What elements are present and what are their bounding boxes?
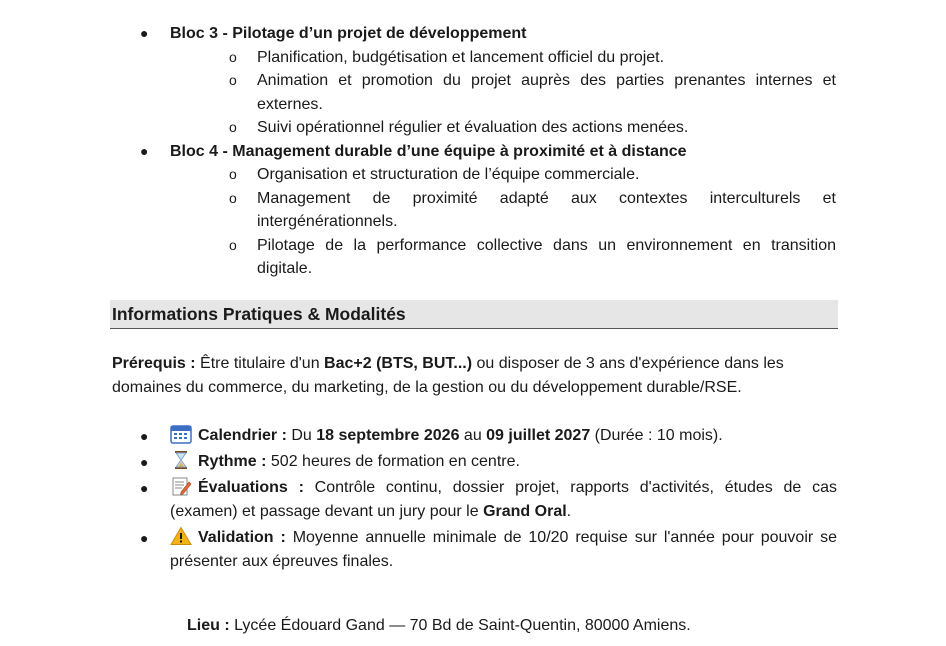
rythme-label: Rythme : — [198, 453, 267, 470]
bullet-icon: ● — [140, 454, 149, 470]
circle-bullet-icon: o — [229, 48, 237, 65]
location-label: Lieu : — [187, 617, 230, 634]
bullet-icon: ● — [140, 25, 149, 41]
memo-icon — [170, 476, 192, 496]
list-item — [227, 46, 840, 70]
list-item — [227, 234, 840, 281]
list-item — [227, 187, 840, 234]
bullet-icon: ● — [140, 530, 149, 546]
info-list — [140, 424, 837, 576]
list-item — [227, 116, 840, 140]
bloc-sublist — [170, 46, 840, 140]
prereq-text: Être titulaire d'un — [195, 355, 325, 372]
prereq-text-end: ou disposer de 3 ans d'expérience dans les domaines du commerce, du marketing, de la gestion ou du développement durable/RSE. — [112, 355, 784, 396]
bloc-4 — [140, 140, 840, 281]
list-item-text: Animation et promotion du projet auprès des parties prenantes internes et externes. — [257, 72, 836, 113]
circle-bullet-icon: o — [229, 166, 237, 182]
warning-icon — [170, 526, 192, 546]
grand-oral: Grand Oral — [483, 503, 567, 520]
bloc-3 — [140, 22, 840, 140]
location-text: Lycée Édouard Gand — 70 Bd de Saint-Quentin, 80000 Amiens. — [229, 617, 691, 634]
bloc-list — [140, 22, 840, 281]
bullet-icon: ● — [140, 480, 149, 496]
info-item-rythme — [140, 450, 837, 474]
bloc-title: Bloc 4 - Management durable d’une équipe à proximité et à distance — [170, 142, 687, 160]
list-item — [227, 69, 840, 116]
list-item-text: Pilotage de la performance collective dans un environnement en transition digitale. — [257, 236, 836, 277]
list-item-text: Management de proximité adapté aux contextes interculturels et intergénérationnels. — [257, 189, 836, 230]
prereq-diploma: Bac+2 (BTS, BUT...) — [324, 355, 473, 372]
list-item-text: Suivi opérationnel régulier et évaluation des actions menées. — [257, 119, 689, 136]
list-item-text: Planification, budgétisation et lancement officiel du projet. — [257, 48, 665, 66]
bloc-sublist — [170, 163, 840, 281]
validation-text: Moyenne annuelle minimale de 10/20 requise sur l'année pour pouvoir se présenter aux épreuves finales. — [170, 529, 837, 570]
calendrier-text: Du — [286, 427, 317, 444]
rythme-text: 502 heures de formation en centre. — [266, 453, 520, 470]
circle-bullet-icon: o — [229, 72, 237, 88]
end-date: 09 juillet 2027 — [486, 427, 591, 444]
evaluations-end: . — [566, 503, 572, 520]
prerequisites-paragraph — [112, 352, 838, 400]
prereq-label: Prérequis : — [112, 355, 196, 372]
info-item-calendrier — [140, 424, 837, 448]
list-item — [227, 163, 840, 187]
evaluations-text: Contrôle continu, dossier projet, rapports d'activités, études de cas (examen) et passage devant un jury pour le — [170, 479, 837, 520]
bloc-title: Bloc 3 - Pilotage d’un projet de développement — [170, 25, 527, 42]
location-line — [187, 614, 691, 638]
start-date: 18 septembre 2026 — [316, 427, 460, 444]
calendrier-text: au — [459, 427, 487, 444]
circle-bullet-icon: o — [229, 236, 237, 253]
bullet-icon: ● — [140, 428, 149, 444]
calendrier-duration: (Durée : 10 mois). — [590, 427, 723, 444]
evaluations-label: Évaluations : — [198, 479, 304, 496]
hourglass-icon — [170, 450, 192, 470]
calendar-icon — [170, 424, 192, 444]
info-item-evaluations — [140, 476, 837, 524]
validation-label: Validation : — [198, 529, 286, 546]
list-item-text: Organisation et structuration de l’équipe commerciale. — [257, 166, 640, 183]
calendrier-label: Calendrier : — [198, 427, 287, 444]
section-heading: Informations Pratiques & Modalités — [110, 300, 838, 329]
info-item-validation — [140, 526, 837, 574]
bullet-icon: ● — [140, 142, 149, 159]
circle-bullet-icon: o — [229, 119, 237, 135]
circle-bullet-icon: o — [229, 189, 237, 206]
